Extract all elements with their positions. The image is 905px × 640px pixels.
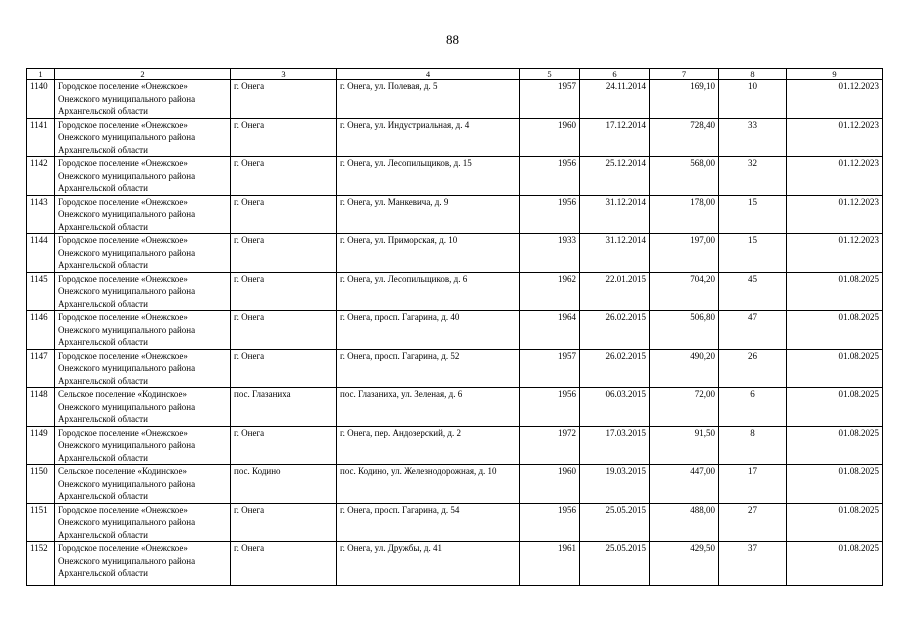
table-row [27, 349, 883, 388]
deadline-cell: 01.08.2025 [787, 465, 883, 504]
municipality-cell: Городское поселение «Онежское» Онежского муниципального района Архангельской области [55, 234, 231, 273]
area-cell: 447,00 [650, 465, 719, 504]
residents-count-cell: 32 [719, 157, 787, 196]
locality-cell: пос. Глазаниха [231, 388, 337, 427]
area-cell: 178,00 [650, 195, 719, 234]
column-header: 3 [231, 69, 337, 80]
row-number-cell: 1146 [27, 311, 55, 350]
year-built-cell: 1957 [520, 80, 580, 119]
deadline-cell: 01.12.2023 [787, 80, 883, 119]
year-built-cell: 1960 [520, 118, 580, 157]
locality-cell: г. Онега [231, 311, 337, 350]
residents-count-cell: 47 [719, 311, 787, 350]
date-cell: 06.03.2015 [580, 388, 650, 427]
column-header: 5 [520, 69, 580, 80]
deadline-cell: 01.08.2025 [787, 542, 883, 586]
row-number-cell: 1148 [27, 388, 55, 427]
year-built-cell: 1972 [520, 426, 580, 465]
area-cell: 506,80 [650, 311, 719, 350]
table-row [27, 234, 883, 273]
column-header: 8 [719, 69, 787, 80]
date-cell: 26.02.2015 [580, 349, 650, 388]
area-cell: 429,50 [650, 542, 719, 586]
area-cell: 568,00 [650, 157, 719, 196]
address-cell: пос. Кодино, ул. Железнодорожная, д. 10 [337, 465, 520, 504]
year-built-cell: 1960 [520, 465, 580, 504]
municipality-cell: Городское поселение «Онежское» Онежского муниципального района Архангельской области [55, 503, 231, 542]
address-cell: г. Онега, ул. Приморская, д. 10 [337, 234, 520, 273]
locality-cell: г. Онега [231, 80, 337, 119]
column-header: 7 [650, 69, 719, 80]
municipality-cell: Сельское поселение «Кодинское» Онежского муниципального района Архангельской области [55, 465, 231, 504]
register-body [27, 80, 883, 586]
address-cell: г. Онега, ул. Манкевича, д. 9 [337, 195, 520, 234]
residents-count-cell: 15 [719, 234, 787, 273]
deadline-cell: 01.08.2025 [787, 503, 883, 542]
address-cell: г. Онега, просп. Гагарина, д. 52 [337, 349, 520, 388]
date-cell: 17.12.2014 [580, 118, 650, 157]
residents-count-cell: 8 [719, 426, 787, 465]
table-row [27, 195, 883, 234]
column-number-header-row [27, 69, 883, 80]
locality-cell: г. Онега [231, 426, 337, 465]
date-cell: 25.05.2015 [580, 503, 650, 542]
locality-cell: г. Онега [231, 157, 337, 196]
deadline-cell: 01.12.2023 [787, 157, 883, 196]
table-row [27, 542, 883, 586]
row-number-cell: 1145 [27, 272, 55, 311]
row-number-cell: 1151 [27, 503, 55, 542]
row-number-cell: 1150 [27, 465, 55, 504]
address-cell: г. Онега, просп. Гагарина, д. 40 [337, 311, 520, 350]
locality-cell: г. Онега [231, 195, 337, 234]
table-row [27, 80, 883, 119]
year-built-cell: 1956 [520, 157, 580, 196]
column-header: 4 [337, 69, 520, 80]
area-cell: 197,00 [650, 234, 719, 273]
deadline-cell: 01.12.2023 [787, 234, 883, 273]
table-row [27, 118, 883, 157]
municipality-cell: Городское поселение «Онежское» Онежского муниципального района Архангельской области [55, 311, 231, 350]
year-built-cell: 1964 [520, 311, 580, 350]
deadline-cell: 01.08.2025 [787, 349, 883, 388]
row-number-cell: 1152 [27, 542, 55, 586]
year-built-cell: 1956 [520, 388, 580, 427]
table-row [27, 272, 883, 311]
locality-cell: пос. Кодино [231, 465, 337, 504]
municipality-cell: Городское поселение «Онежское» Онежского муниципального района Архангельской области [55, 118, 231, 157]
housing-register-table [26, 68, 883, 586]
deadline-cell: 01.12.2023 [787, 118, 883, 157]
address-cell: г. Онега, ул. Лесопильщиков, д. 15 [337, 157, 520, 196]
table-row [27, 465, 883, 504]
table-row [27, 426, 883, 465]
locality-cell: г. Онега [231, 234, 337, 273]
locality-cell: г. Онега [231, 272, 337, 311]
locality-cell: г. Онега [231, 542, 337, 586]
municipality-cell: Городское поселение «Онежское» Онежского муниципального района Архангельской области [55, 195, 231, 234]
residents-count-cell: 17 [719, 465, 787, 504]
area-cell: 704,20 [650, 272, 719, 311]
residents-count-cell: 15 [719, 195, 787, 234]
date-cell: 25.12.2014 [580, 157, 650, 196]
date-cell: 24.11.2014 [580, 80, 650, 119]
address-cell: г. Онега, просп. Гагарина, д. 54 [337, 503, 520, 542]
area-cell: 91,50 [650, 426, 719, 465]
date-cell: 22.01.2015 [580, 272, 650, 311]
row-number-cell: 1140 [27, 80, 55, 119]
row-number-cell: 1143 [27, 195, 55, 234]
deadline-cell: 01.08.2025 [787, 388, 883, 427]
column-header: 1 [27, 69, 55, 80]
table-row [27, 503, 883, 542]
municipality-cell: Городское поселение «Онежское» Онежского муниципального района Архангельской области [55, 157, 231, 196]
residents-count-cell: 33 [719, 118, 787, 157]
year-built-cell: 1933 [520, 234, 580, 273]
column-header: 2 [55, 69, 231, 80]
municipality-cell: Городское поселение «Онежское» Онежского муниципального района Архангельской области [55, 426, 231, 465]
municipality-cell: Городское поселение «Онежское» Онежского муниципального района Архангельской области [55, 80, 231, 119]
municipality-cell: Сельское поселение «Кодинское» Онежского муниципального района Архангельской области [55, 388, 231, 427]
year-built-cell: 1956 [520, 503, 580, 542]
year-built-cell: 1961 [520, 542, 580, 586]
column-header: 6 [580, 69, 650, 80]
area-cell: 169,10 [650, 80, 719, 119]
table-row [27, 157, 883, 196]
date-cell: 26.02.2015 [580, 311, 650, 350]
address-cell: пос. Глазаниха, ул. Зеленая, д. 6 [337, 388, 520, 427]
deadline-cell: 01.08.2025 [787, 272, 883, 311]
residents-count-cell: 27 [719, 503, 787, 542]
locality-cell: г. Онега [231, 349, 337, 388]
residents-count-cell: 37 [719, 542, 787, 586]
area-cell: 72,00 [650, 388, 719, 427]
deadline-cell: 01.08.2025 [787, 426, 883, 465]
date-cell: 31.12.2014 [580, 234, 650, 273]
date-cell: 19.03.2015 [580, 465, 650, 504]
address-cell: г. Онега, ул. Полевая, д. 5 [337, 80, 520, 119]
date-cell: 31.12.2014 [580, 195, 650, 234]
municipality-cell: Городское поселение «Онежское» Онежского муниципального района Архангельской области [55, 272, 231, 311]
year-built-cell: 1962 [520, 272, 580, 311]
municipality-cell: Городское поселение «Онежское» Онежского муниципального района Архангельской области [55, 349, 231, 388]
residents-count-cell: 6 [719, 388, 787, 427]
residents-count-cell: 26 [719, 349, 787, 388]
area-cell: 728,40 [650, 118, 719, 157]
residents-count-cell: 10 [719, 80, 787, 119]
area-cell: 488,00 [650, 503, 719, 542]
column-header: 9 [787, 69, 883, 80]
table-row [27, 388, 883, 427]
address-cell: г. Онега, ул. Лесопильщиков, д. 6 [337, 272, 520, 311]
address-cell: г. Онега, пер. Андозерский, д. 2 [337, 426, 520, 465]
address-cell: г. Онега, ул. Дружбы, д. 41 [337, 542, 520, 586]
year-built-cell: 1957 [520, 349, 580, 388]
deadline-cell: 01.12.2023 [787, 195, 883, 234]
row-number-cell: 1141 [27, 118, 55, 157]
row-number-cell: 1149 [27, 426, 55, 465]
address-cell: г. Онега, ул. Индустриальная, д. 4 [337, 118, 520, 157]
row-number-cell: 1144 [27, 234, 55, 273]
municipality-cell: Городское поселение «Онежское» Онежского муниципального района Архангельской области [55, 542, 231, 586]
deadline-cell: 01.08.2025 [787, 311, 883, 350]
row-number-cell: 1147 [27, 349, 55, 388]
locality-cell: г. Онега [231, 503, 337, 542]
date-cell: 17.03.2015 [580, 426, 650, 465]
table-row [27, 311, 883, 350]
locality-cell: г. Онега [231, 118, 337, 157]
year-built-cell: 1956 [520, 195, 580, 234]
date-cell: 25.05.2015 [580, 542, 650, 586]
area-cell: 490,20 [650, 349, 719, 388]
residents-count-cell: 45 [719, 272, 787, 311]
row-number-cell: 1142 [27, 157, 55, 196]
page-number: 88 [446, 32, 459, 47]
